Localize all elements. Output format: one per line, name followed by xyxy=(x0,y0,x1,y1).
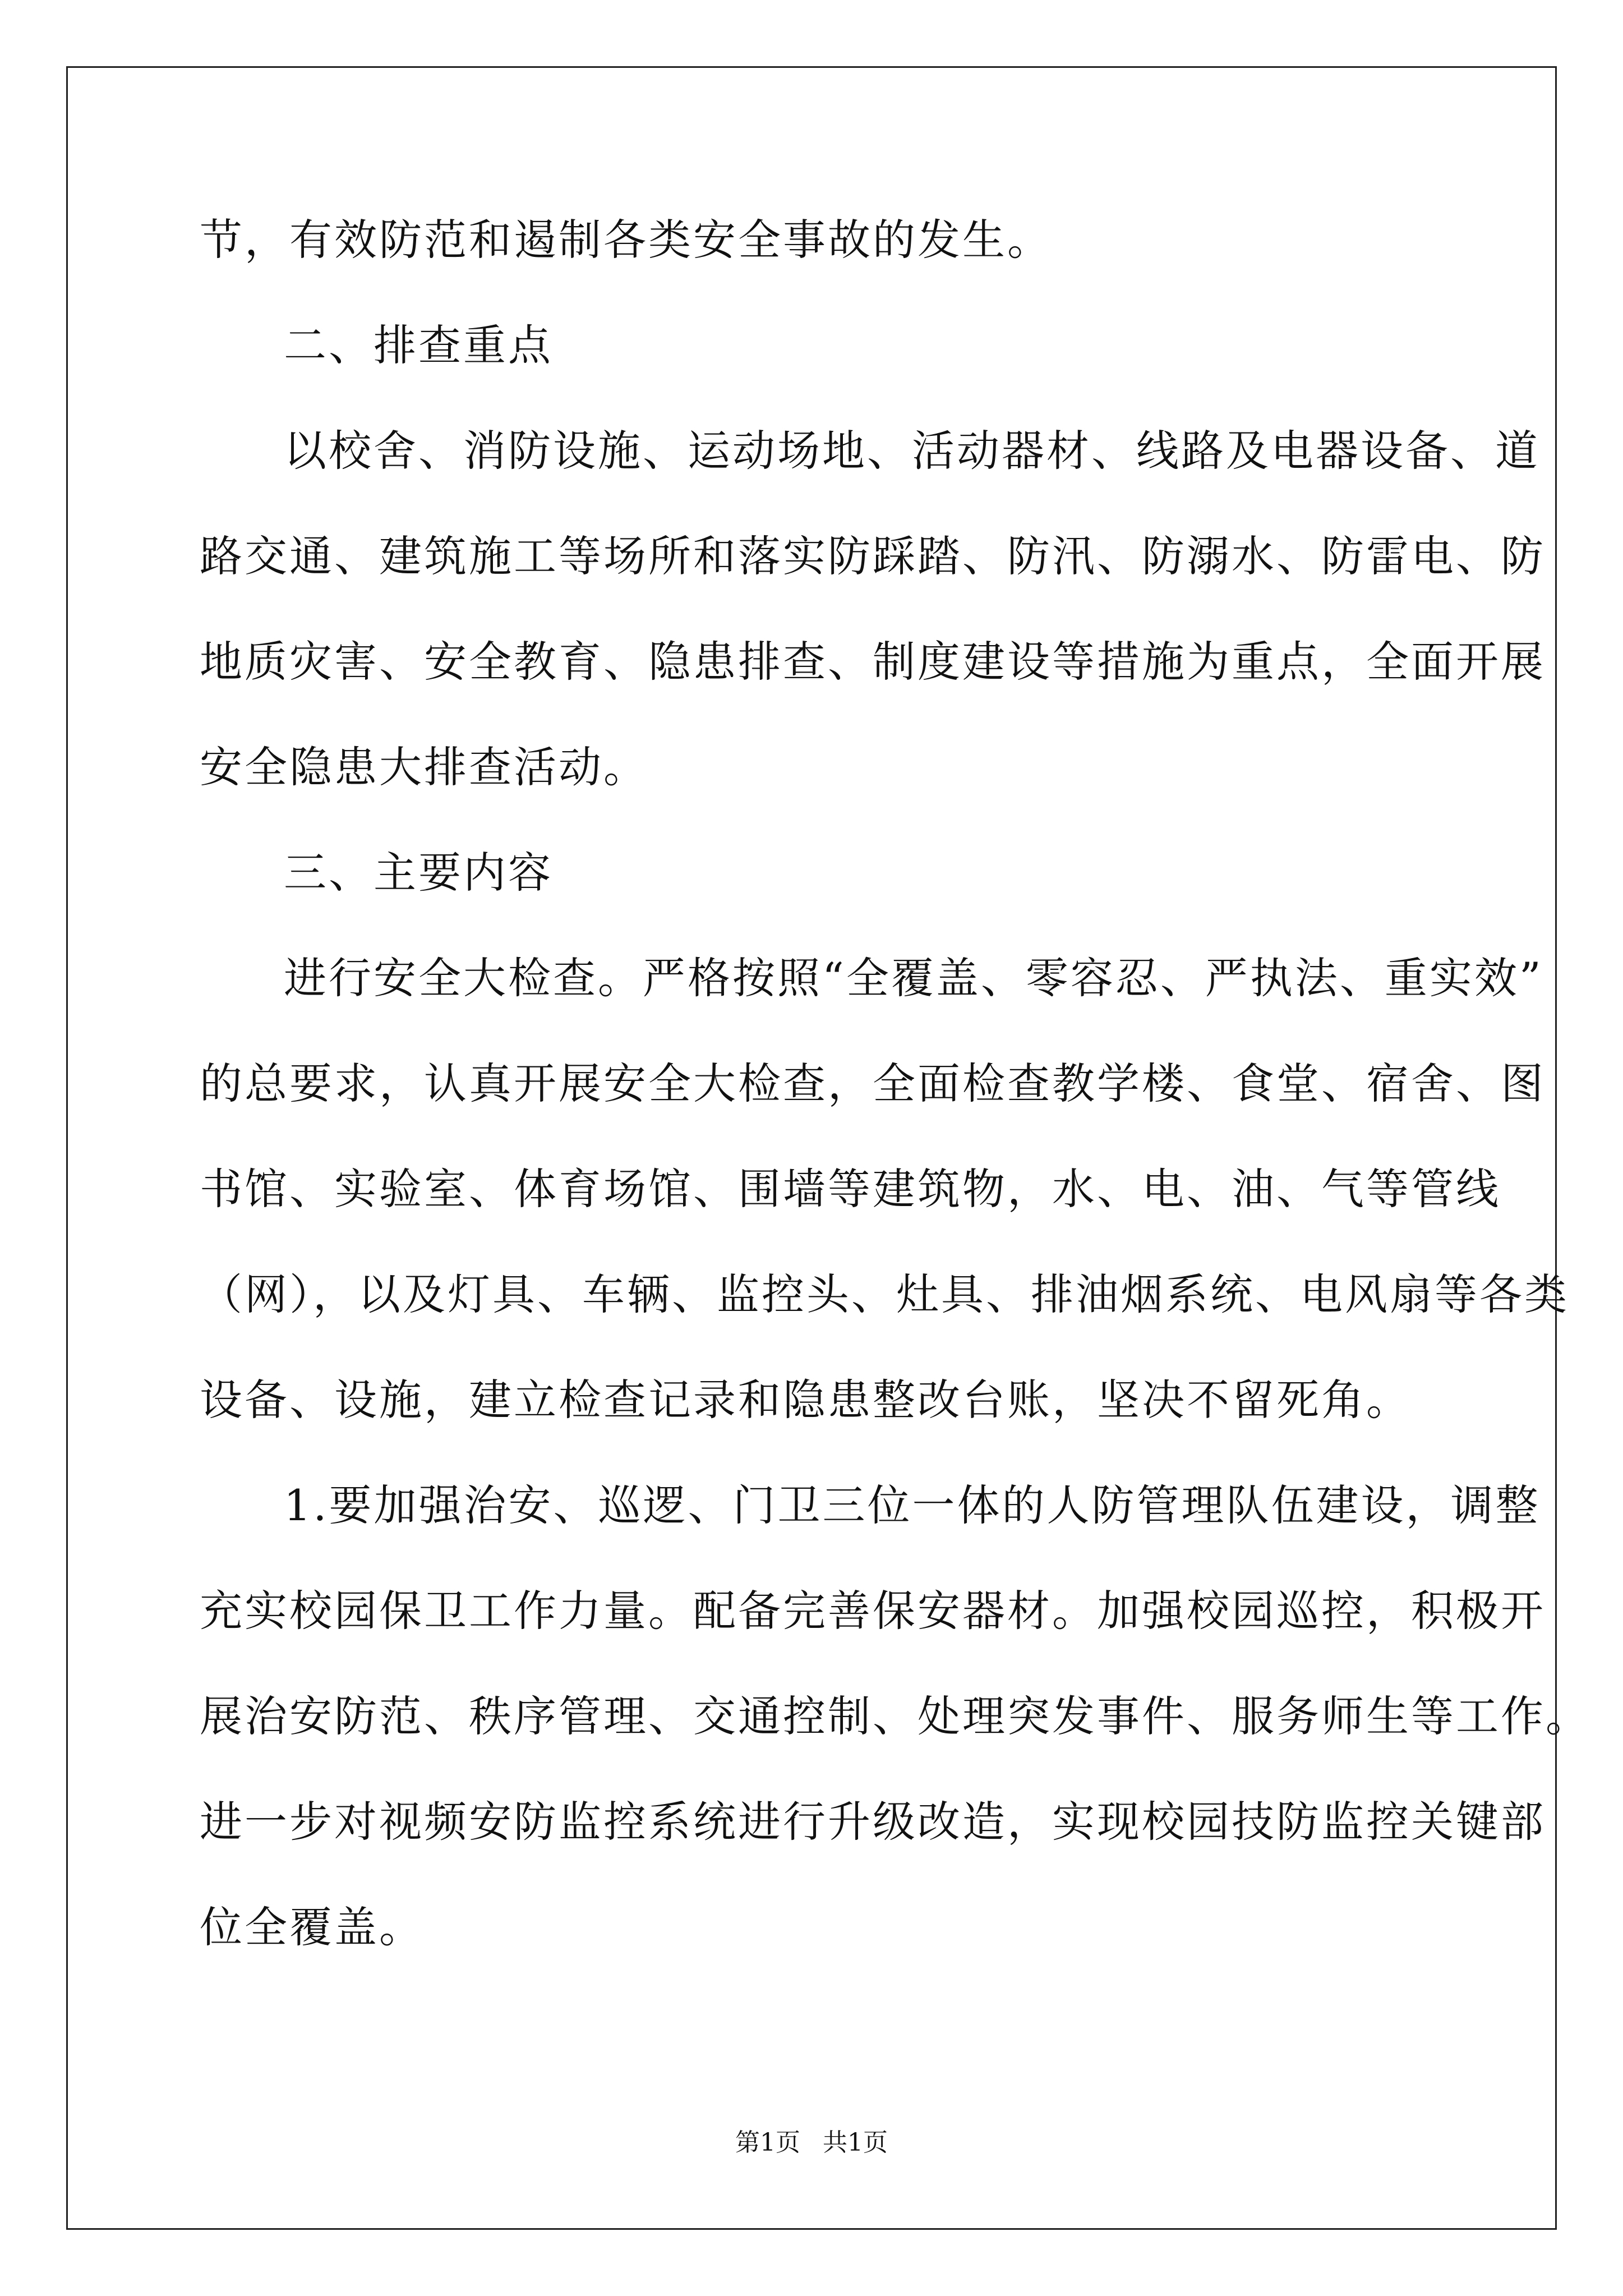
page-number-total: 共1页 xyxy=(823,2128,888,2157)
paragraph-line: 位全覆盖。 xyxy=(200,1902,424,1952)
page-number-current: 第1页 xyxy=(735,2128,800,2157)
paragraph-line: 进一步对视频安防监控系统进行升级改造，实现校园技防监控关键部 xyxy=(200,1797,1546,1847)
paragraph-line: 充实校园保卫工作力量。配备完善保安器材。加强校园巡控，积极开 xyxy=(200,1586,1546,1636)
paragraph-line: 书馆、实验室、体育场馆、围墙等建筑物，水、电、油、气等管线 xyxy=(200,1164,1501,1214)
page-footer xyxy=(0,2126,1623,2160)
paragraph-line: 进行安全大检查。严格按照“全覆盖、零容忍、严执法、重实效” xyxy=(284,953,1543,1003)
section-heading: 二、排查重点 xyxy=(284,320,553,370)
paragraph-line: 设备、设施，建立检查记录和隐患整改台账，坚决不留死角。 xyxy=(200,1375,1411,1425)
paragraph-line: 节，有效防范和遏制各类安全事故的发生。 xyxy=(200,215,1052,265)
paragraph-line: 安全隐患大排查活动。 xyxy=(200,742,648,792)
paragraph-line: （网），以及灯具、车辆、监控头、灶具、排油烟系统、电风扇等各类 xyxy=(200,1269,1569,1319)
paragraph-line: 以校舍、消防设施、运动场地、活动器材、线路及电器设备、道 xyxy=(284,426,1540,476)
section-heading: 三、主要内容 xyxy=(284,848,553,898)
paragraph-line: 1.要加强治安、巡逻、门卫三位一体的人防管理队伍建设，调整 xyxy=(284,1480,1541,1530)
paragraph-line: 路交通、建筑施工等场所和落实防踩踏、防汛、防溺水、防雷电、防 xyxy=(200,531,1546,581)
paragraph-line: 地质灾害、安全教育、隐患排查、制度建设等措施为重点，全面开展 xyxy=(200,637,1546,687)
paragraph-line: 展治安防范、秩序管理、交通控制、处理突发事件、服务师生等工作。 xyxy=(200,1691,1590,1741)
paragraph-line: 的总要求，认真开展安全大检查，全面检查教学楼、食堂、宿舍、图 xyxy=(200,1059,1546,1108)
